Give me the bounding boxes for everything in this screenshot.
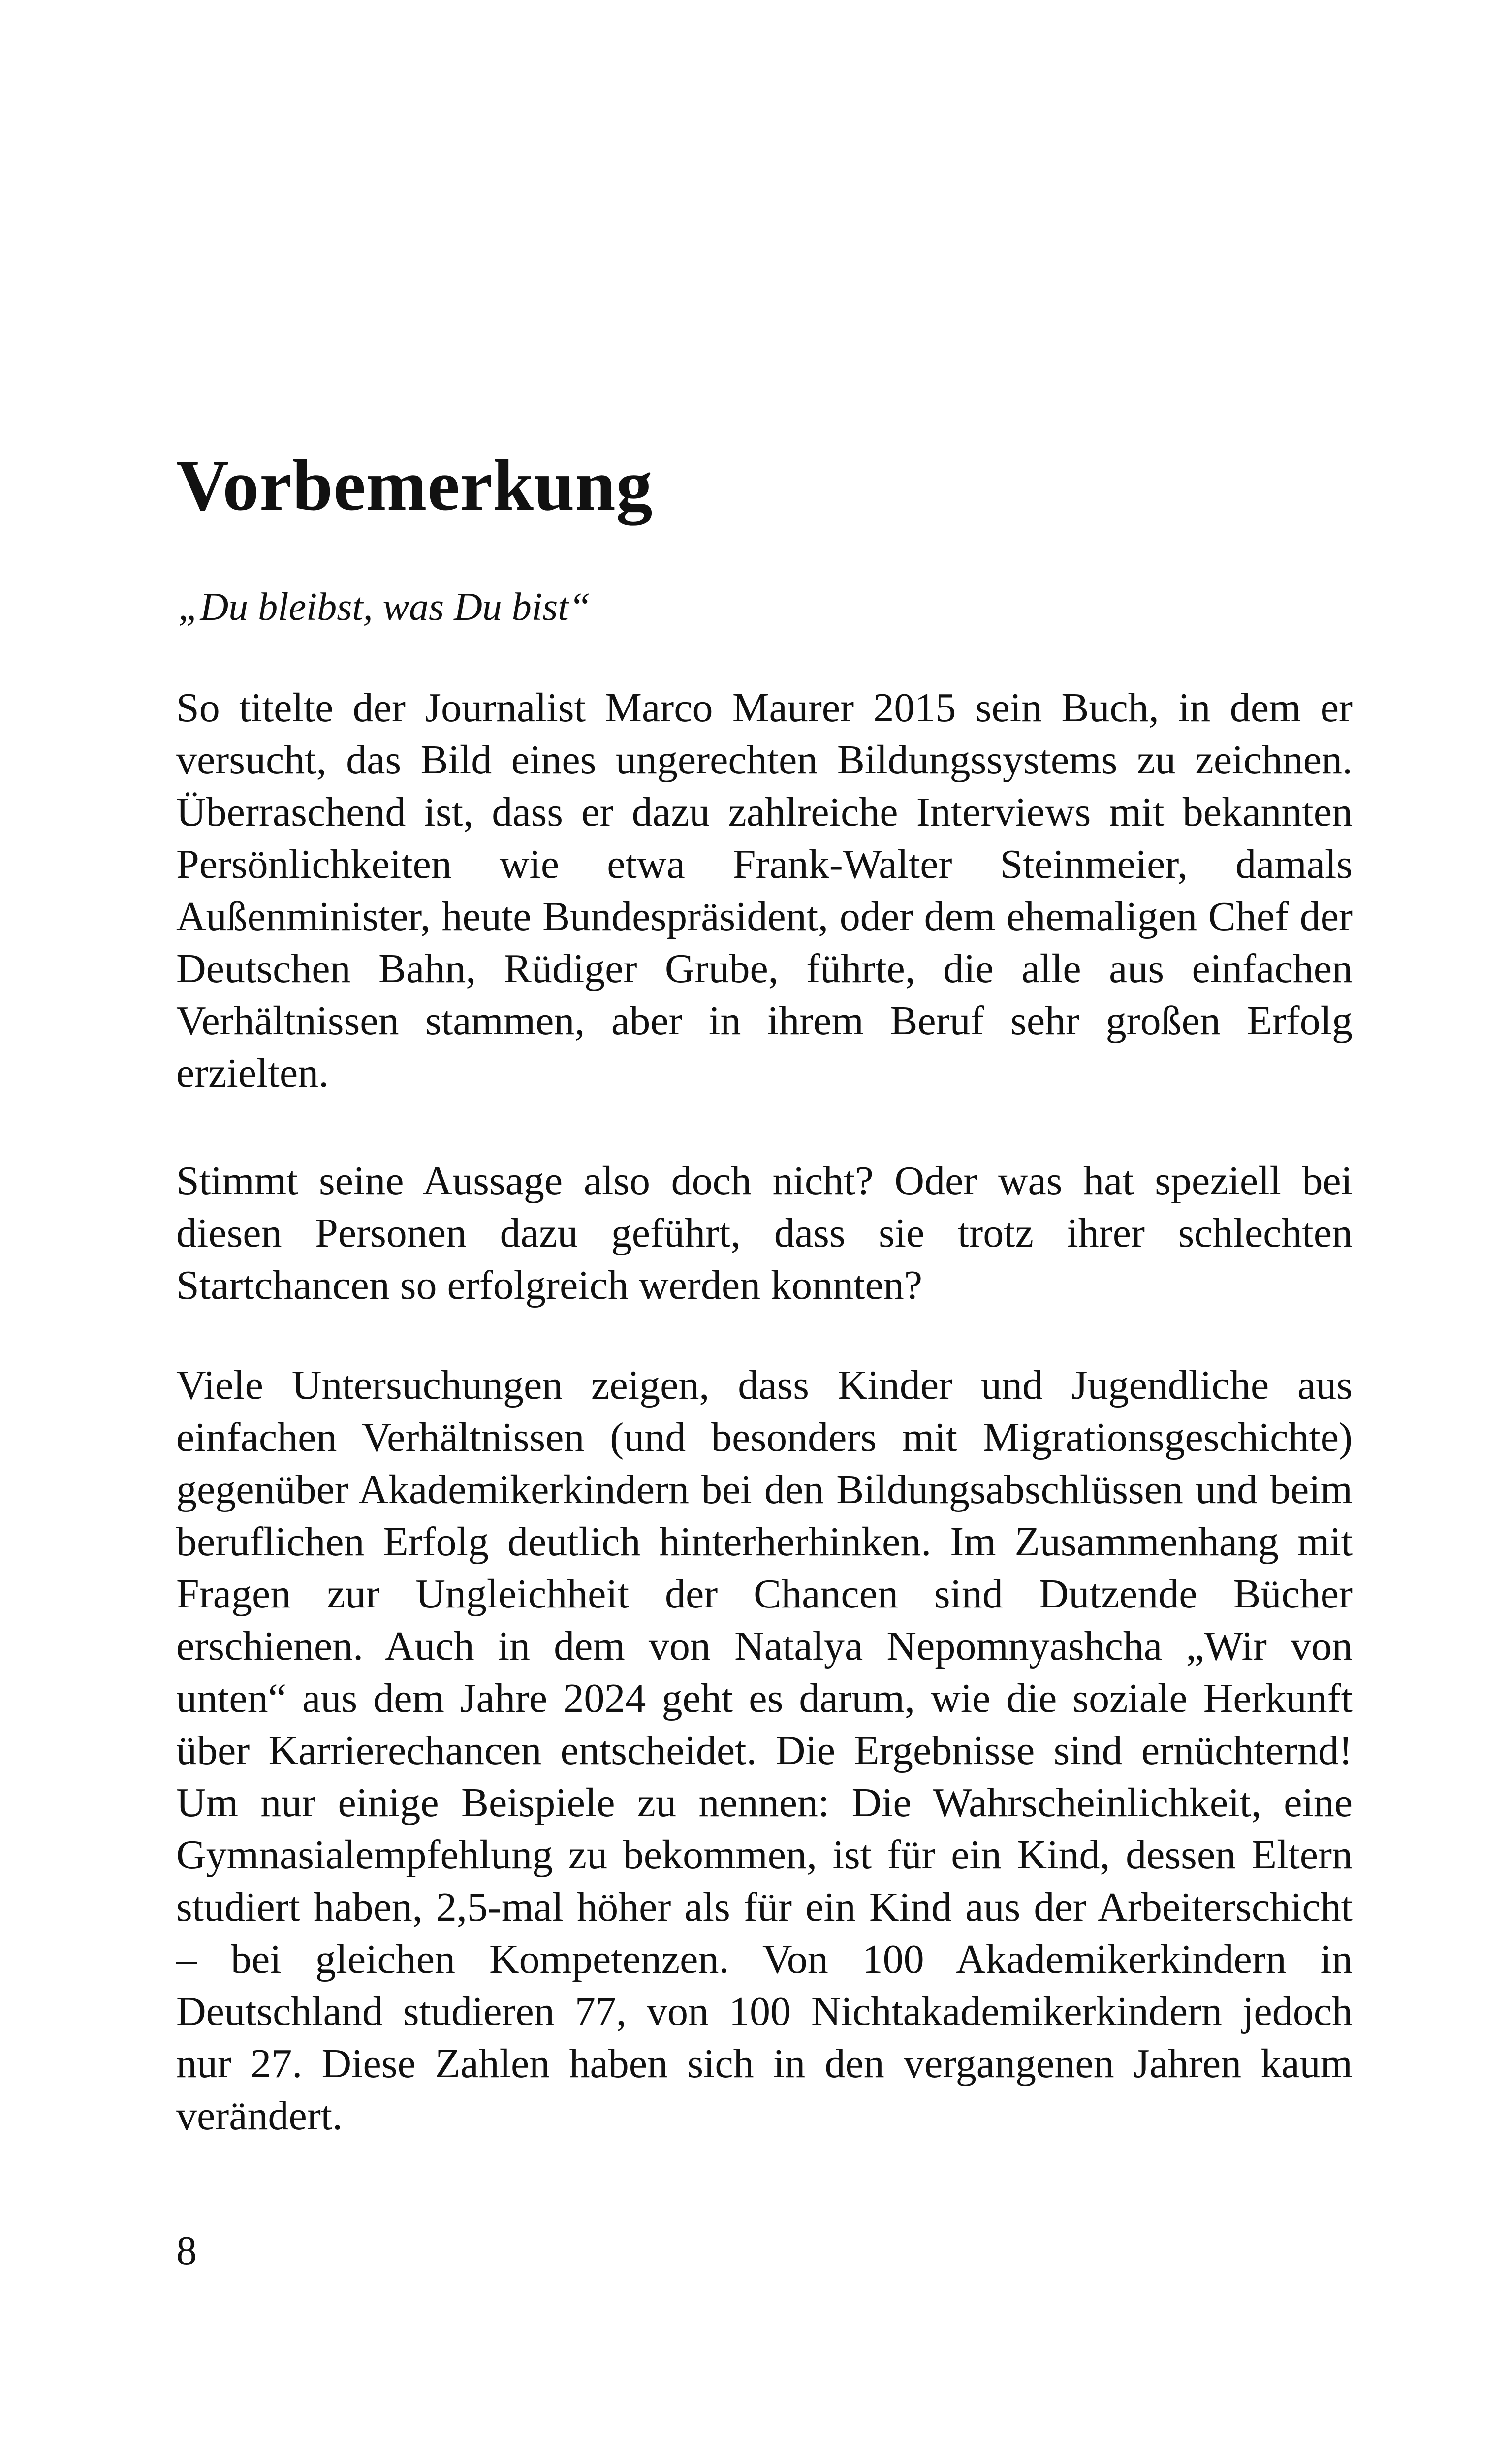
body-paragraph-1: So titelte der Journalist Marco Maurer 2015 sein Buch, in dem er versucht, das Bild eines ungerechten Bildungssystems zu zeichnen. Überraschend ist, dass er dazu zahlreiche Interviews mit bekannten Persönlichkeiten wie etwa Frank-Walter Steinmeier, damals Außenminister, heute Bundespräsident, oder dem ehemaligen Chef der Deutschen Bahn, Rüdiger Grube, führte, die alle aus einfachen Verhältnissen stammen, aber in ihrem Beruf sehr großen Erfolg erzielten. — [176, 685, 1353, 1096]
epigraph-quote: „Du bleibst, was Du bist“ — [178, 585, 591, 629]
body-paragraph-3: Viele Untersuchungen zeigen, dass Kinder und Jugendliche aus einfachen Verhältnissen (und besonders mit Migrationsgeschichte) gegenüber Akademikerkindern bei den Bildungsabschlüssen und beim beruflichen Erfolg deutlich hinterherhinken. Im Zusammenhang mit Fragen zur Ungleichheit der Chancen sind Dutzende Bücher erschienen. Auch in dem von Natalya Nepomnyashcha „Wir von unten“ aus dem Jahre 2024 geht es darum, wie die soziale Herkunft über Karrierechancen entscheidet. Die Ergebnisse sind ernüchternd! Um nur einige Beispiele zu nennen: Die Wahrscheinlichkeit, eine Gymnasialempfehlung zu bekommen, ist für ein Kind, dessen Eltern studiert haben, 2,5-mal höher als für ein Kind aus der Arbeiterschicht – bei gleichen Kompetenzen. Von 100 Akademikerkindern in Deutschland studieren 77, von 100 Nichtakademikerkindern jedoch nur 27. Diese Zahlen haben sich in den vergangenen Jahren kaum verändert. — [176, 1362, 1353, 2139]
body-paragraph-2: Stimmt seine Aussage also doch nicht? Oder was hat speziell bei diesen Personen dazu geführt, dass sie trotz ihrer schlechten Startchancen so erfolgreich werden konnten? — [176, 1158, 1353, 1308]
chapter-heading: Vorbemerkung — [176, 445, 653, 526]
page-number: 8 — [176, 2228, 197, 2274]
